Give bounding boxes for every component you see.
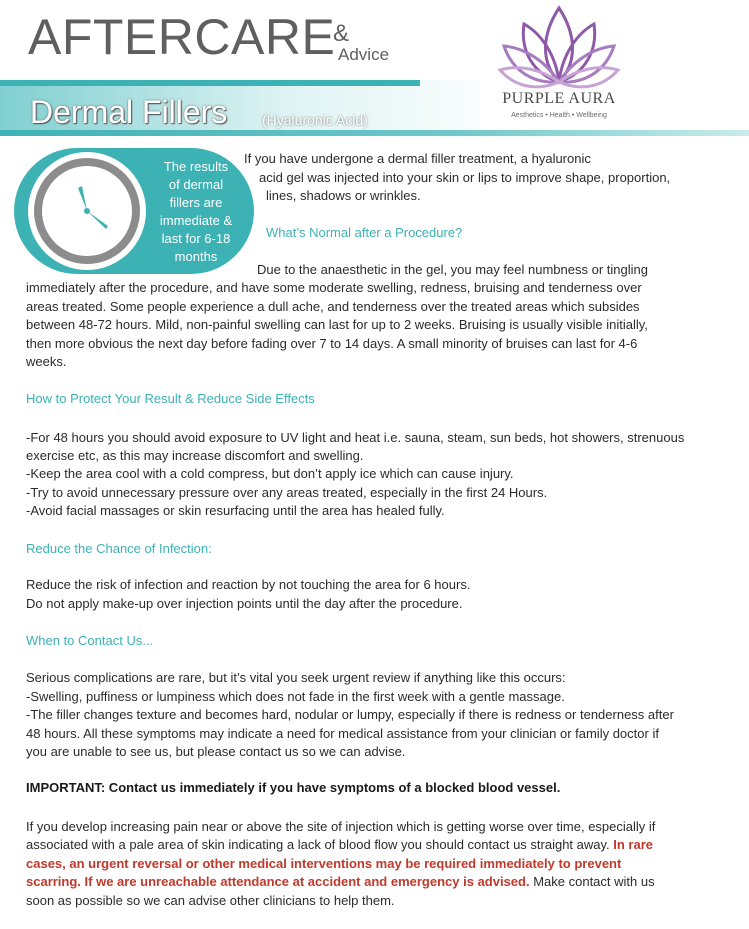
title-advice: Advice [338, 45, 390, 64]
logo-tagline: Aesthetics • Health • Wellbeing [511, 112, 607, 119]
infection-line: Reduce the risk of infection and reaction by not touching the area for 6 hours. [26, 577, 471, 592]
normal-line: weeks. [26, 354, 67, 369]
final-line: soon as possible so we can advise other clinicians to help them. [26, 893, 395, 908]
logo [480, 0, 638, 130]
warning-text: In rare [613, 837, 654, 852]
heading-whats-normal: What’s Normal after a Procedure? [266, 225, 463, 240]
protect-line: exercise etc, as this may increase discomfort and swelling. [26, 448, 364, 463]
contact-line: Serious complications are rare, but it’s vital you seek urgent review if anything like this occurs: [26, 670, 566, 685]
callout-line: of dermal [168, 177, 224, 192]
heading-contact: When to Contact Us... [26, 633, 154, 648]
intro-line: acid gel was injected into your skin or lips to improve shape, proportion, [259, 170, 671, 185]
normal-line: areas treated. Some people experience a dull ache, and tenderness over the treated areas which subsides [26, 299, 640, 314]
heading-protect: How to Protect Your Result & Reduce Side Effects [26, 391, 315, 406]
final-text: Make contact with us [529, 874, 655, 889]
page-subtitle-note: (Hyaluronic Acid) [262, 112, 368, 128]
header-bar-bottom [0, 130, 749, 136]
protect-line: -For 48 hours you should avoid exposure to UV light and heat i.e. sauna, steam, sun beds, hot showers, strenuous [26, 430, 685, 445]
normal-line: immediately after the procedure, and have some moderate swelling, redness, bruising and tenderness over [26, 280, 642, 295]
intro-line: If you have undergone a dermal filler treatment, a hyaluronic [244, 151, 591, 166]
lotus-icon [480, 0, 638, 92]
normal-line: between 48-72 hours. Mild, non-painful swelling can last for up to 2 weeks. Bruising is usually visible initially, [26, 317, 648, 332]
protect-line: -Keep the area cool with a cold compress, but don’t apply ice which can cause injury. [26, 466, 514, 481]
final-line [26, 855, 621, 874]
page-title: AFTERCARE [28, 9, 336, 65]
final-line [26, 836, 653, 855]
normal-line: then more obvious the next day before fading over 7 to 14 days. A small minority of bruises can last for 4-6 [26, 336, 638, 351]
protect-line: -Try to avoid unnecessary pressure over any areas treated, especially in the first 24 Hours. [26, 485, 548, 500]
callout-line: months [174, 249, 218, 264]
callout-text [146, 158, 246, 266]
callout-line: fillers are [169, 195, 223, 210]
contact-line: you are unable to see us, but please contact us so we can advise. [26, 744, 406, 759]
contact-line: 48 hours. All these symptoms may indicate a need for medical assistance from your clinician or family doctor if [26, 726, 659, 741]
protect-line: -Avoid facial massages or skin resurfacing until the area has healed fully. [26, 503, 445, 518]
callout-line: immediate & [159, 213, 233, 228]
important-notice: IMPORTANT: Contact us immediately if you have symptoms of a blocked blood vessel. [26, 780, 561, 795]
header-bar-top [0, 80, 420, 86]
contact-line: -Swelling, puffiness or lumpiness which does not fade in the first week with a gentle massage. [26, 689, 565, 704]
normal-line: Due to the anaesthetic in the gel, you may feel numbness or tingling [257, 262, 648, 277]
clock-icon [42, 166, 132, 256]
warning-text: cases, an urgent reversal or other medical interventions may be required immediately to prevent [26, 856, 622, 871]
clock-hands-icon [42, 166, 132, 256]
page-subtitle: Dermal Fillers [30, 94, 228, 130]
callout-line: The results [163, 159, 229, 174]
final-text: associated with a pale area of skin indicating a lack of blood flow you should contact us straight away. [26, 837, 614, 852]
final-line [26, 873, 655, 892]
title-ampersand: & [333, 20, 350, 47]
contact-line: -The filler changes texture and becomes hard, nodular or lumpy, especially if there is redness or tenderness after [26, 707, 674, 722]
intro-line: lines, shadows or wrinkles. [266, 188, 421, 203]
infection-line: Do not apply make-up over injection points until the day after the procedure. [26, 596, 463, 611]
logo-name: PURPLE AURA [502, 90, 616, 107]
final-line: If you develop increasing pain near or above the site of injection which is getting worse over time, especially if [26, 819, 656, 834]
callout-line: last for 6-18 [161, 231, 231, 246]
heading-infection: Reduce the Chance of Infection: [26, 541, 212, 556]
warning-text: scarring. If we are unreachable attendance at accident and emergency is advised. [26, 874, 530, 889]
